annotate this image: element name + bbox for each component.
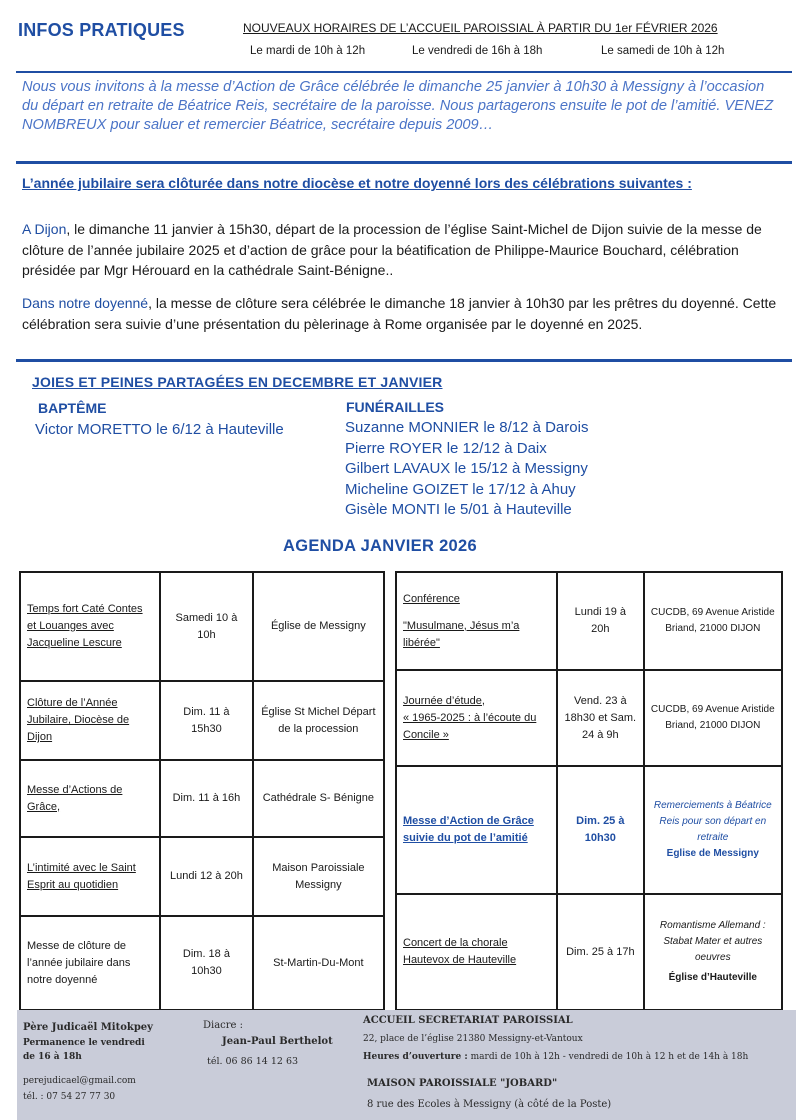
agenda-row	[20, 681, 384, 760]
agenda-date: Dim. 18 à 10h30	[160, 916, 253, 1010]
dijon-text: , le dimanche 11 janvier à 15h30, départ de la procession de l’église Saint-Michel de Dijon suivie de la messe de clôture de l’année jubilaire 2025 et d’action de grâce pour la béatification de Philippe-Maurice Bouchard, célébration présidée par Mgr Hérouard en la cathédrale Saint-Bénigne..	[22, 221, 762, 278]
joies-title: JOIES ET PEINES PARTAGÉES EN DECEMBRE ET JANVIER	[32, 374, 443, 390]
agenda-date: Dim. 25 à 17h	[557, 894, 644, 1010]
jubilee-title: L’année jubilaire sera clôturée dans notre diocèse et notre doyenné lors des célébrations suivantes :	[22, 175, 692, 191]
funerailles-title: FUNÉRAILLES	[346, 399, 444, 415]
agenda-event: L’intimité avec le Saint Esprit au quotidien	[20, 837, 160, 916]
agenda-row	[396, 572, 782, 670]
agenda-date: Lundi 12 à 20h	[160, 837, 253, 916]
agenda-place: CUCDB, 69 Avenue Aristide Briand, 21000 DIJON	[644, 572, 782, 670]
funerailles-item: Micheline GOIZET le 17/12 à Ahuy	[345, 480, 576, 498]
invitation-text: Nous vous invitons à la messe d’Action de Grâce célébrée le dimanche 25 janvier à 10h30 à Messigny à l’occasion du départ en retraite de Béatrice Reis, secrétaire de la paroisse. Nous partagerons ensuite le pot de l’amitié. VENEZ NOMBREUX pour saluer et remercier Béatrice, secrétaire depuis 2009…	[22, 79, 774, 133]
bapteme-item: Victor MORETTO le 6/12 à Hauteville	[35, 421, 284, 438]
agenda-event: Clôture de l’Année Jubilaire, Diocèse de Dijon	[20, 681, 160, 760]
agenda-row	[396, 766, 782, 894]
pere-phone: tél. : 07 54 27 77 30	[23, 1092, 116, 1102]
agenda-place-name: Église d’Hauteville	[668, 972, 757, 983]
agenda-row	[20, 760, 384, 837]
agenda-place: CUCDB, 69 Avenue Aristide Briand, 21000 DIJON	[644, 670, 782, 766]
doyenne-paragraph	[22, 293, 782, 334]
divider	[16, 161, 792, 164]
maison-title: MAISON PAROISSIALE "JOBARD"	[367, 1078, 558, 1089]
agenda-row	[20, 572, 384, 681]
hours-saturday: Le samedi de 10h à 12h	[601, 45, 725, 57]
maison-address: 8 rue des Ecoles à Messigny (à côté de la Poste)	[367, 1099, 612, 1110]
agenda-row	[20, 916, 384, 1010]
agenda-event-title: Journée d’étude,	[403, 694, 485, 707]
dijon-paragraph	[22, 219, 782, 281]
agenda-event-title: Conférence	[403, 592, 460, 605]
agenda-event: Temps fort Caté Contes et Louanges avec Jacqueline Lescure	[20, 572, 160, 681]
agenda-place: Maison Paroissiale Messigny	[253, 837, 384, 916]
agenda-date: Dim. 25 à 10h30	[557, 766, 644, 894]
diacre-phone: tél. 06 86 14 12 63	[207, 1056, 299, 1067]
diacre-name: Jean-Paul Berthelot	[222, 1036, 333, 1047]
agenda-date: Dim. 11 à 16h	[160, 760, 253, 837]
dijon-lead: A Dijon	[22, 221, 67, 237]
hours-tuesday: Le mardi de 10h à 12h	[250, 45, 366, 57]
agenda-place: Église de Messigny	[253, 572, 384, 681]
agenda-event	[396, 670, 557, 766]
funerailles-item: Suzanne MONNIER le 8/12 à Darois	[345, 419, 589, 436]
pere-name: Père Judicaël Mitokpey	[23, 1022, 153, 1033]
agenda-date: Dim. 11 à 15h30	[160, 681, 253, 760]
diacre-label: Diacre :	[203, 1020, 244, 1031]
pere-permanence-line: Permanence le vendredi	[23, 1038, 145, 1048]
agenda-row	[396, 894, 782, 1010]
agenda-place: Église St Michel Départ de la procession	[253, 681, 384, 760]
agenda-event-subtitle: "Musulmane, Jésus m’a libérée"	[403, 619, 520, 649]
agenda-date: Lundi 19 à 20h	[557, 572, 644, 670]
agenda-place-note: Romantisme Allemand : Stabat Mater et autres oeuvres	[659, 920, 766, 963]
agenda-place-note: Remerciements à Béatrice Reis pour son départ en retraite	[653, 800, 772, 843]
agenda-event	[396, 572, 557, 670]
agenda-row	[396, 670, 782, 766]
agenda-place-name: Eglise de Messigny	[666, 848, 759, 859]
doyenne-lead: Dans notre doyenné	[22, 295, 149, 311]
pere-permanence-line: de 16 à 18h	[23, 1052, 82, 1062]
agenda-event: Messe d’Actions de Grâce,	[20, 760, 160, 837]
divider	[16, 71, 792, 73]
footer	[17, 1010, 796, 1120]
bapteme-title: BAPTÊME	[38, 400, 107, 416]
agenda-event: Messe de clôture de l’année jubilaire dans notre doyenné	[20, 916, 160, 1010]
agenda-event-subtitle: « 1965-2025 : à l’écoute du Concile »	[403, 711, 537, 741]
agenda-date: Vend. 23 à 18h30 et Sam. 24 à 9h	[557, 670, 644, 766]
funerailles-item: Gilbert LAVAUX le 15/12 à Messigny	[345, 460, 588, 477]
hours-title: NOUVEAUX HORAIRES DE L’ACCUEIL PAROISSIAL À PARTIR DU 1er FÉVRIER 2026	[243, 21, 718, 35]
agenda-row	[20, 837, 384, 916]
accueil-hours-label: Heures d’ouverture :	[363, 1052, 468, 1062]
accueil-hours	[363, 1050, 748, 1065]
pere-permanence	[23, 1036, 145, 1064]
agenda-place	[644, 766, 782, 894]
agenda-place: St-Martin-Du-Mont	[253, 916, 384, 1010]
agenda-date: Samedi 10 à 10h	[160, 572, 253, 681]
agenda-place	[644, 894, 782, 1010]
accueil-hours-text: mardi de 10h à 12h - vendredi de 10h à 12 h et de 14h à 18h	[467, 1052, 749, 1062]
funerailles-item: Pierre ROYER le 12/12 à Daix	[345, 439, 547, 457]
agenda-event: Concert de la chorale Hautevox de Hauteville	[396, 894, 557, 1010]
doyenne-text: , la messe de clôture sera célébrée le dimanche 18 janvier à 10h30 par les prêtres du doyenné. Cette célébration sera suivie d’une présentation du pèlerinage à Rome organisée par le doyenné en 2025.	[22, 295, 777, 332]
agenda-table-right	[395, 571, 783, 1011]
funerailles-item: Gisèle MONTI le 5/01 à Hauteville	[345, 501, 572, 518]
funerailles-list	[345, 418, 588, 521]
agenda-event: Messe d’Action de Grâce suivie du pot de l’amitié	[396, 766, 557, 894]
agenda-table-left	[19, 571, 385, 1011]
agenda-place: Cathédrale S- Bénigne	[253, 760, 384, 837]
accueil-title: ACCUEIL SECRETARIAT PAROISSIAL	[363, 1015, 573, 1026]
divider	[16, 359, 792, 362]
page-title: INFOS PRATIQUES	[18, 20, 185, 40]
agenda-title: AGENDA JANVIER 2026	[283, 537, 477, 555]
accueil-address: 22, place de l’église 21380 Messigny-et-Vantoux	[363, 1034, 583, 1044]
pere-email: perejudicael@gmail.com	[23, 1076, 136, 1086]
hours-friday: Le vendredi de 16h à 18h	[412, 45, 543, 57]
